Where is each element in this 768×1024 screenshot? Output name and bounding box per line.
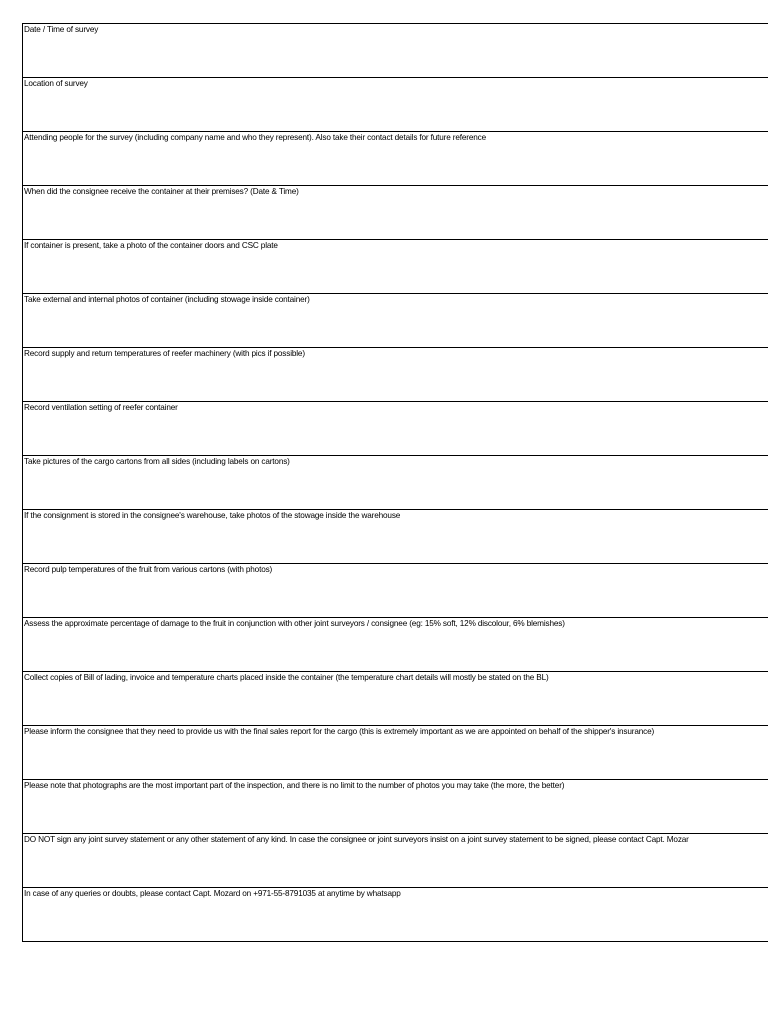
row-label: Assess the approximate percentage of damage to the fruit in conjunction with other joint surveyors / consignee (eg: 15% soft, 12% discolour, 6% blemishes) [24, 619, 565, 628]
checklist-row-location[interactable] [22, 78, 768, 132]
checklist-row-carton-pictures[interactable] [22, 456, 768, 510]
checklist-row-documents[interactable] [22, 672, 768, 726]
row-label: Attending people for the survey (including company name and who they represent). Also take their contact details for future reference [24, 133, 487, 142]
row-label: Please note that photographs are the most important part of the inspection, and there is no limit to the number of photos you may take (the more, the better) [24, 781, 565, 790]
row-label: In case of any queries or doubts, please contact Capt. Mozard on +971-55-8791035 at anytime by whatsapp [24, 889, 401, 898]
checklist-row-damage-assessment[interactable] [22, 618, 768, 672]
row-label: Take pictures of the cargo cartons from all sides (including labels on cartons) [24, 457, 290, 466]
checklist-row-do-not-sign[interactable] [22, 834, 768, 888]
checklist-row-ventilation-setting[interactable] [22, 402, 768, 456]
row-label: When did the consignee receive the container at their premises? (Date & Time) [24, 187, 299, 196]
checklist-row-pulp-temperatures[interactable] [22, 564, 768, 618]
checklist-row-attending-people[interactable] [22, 132, 768, 186]
checklist-row-container-doors-photo[interactable] [22, 240, 768, 294]
survey-checklist-table [22, 23, 768, 942]
checklist-row-warehouse-stowage[interactable] [22, 510, 768, 564]
row-label: DO NOT sign any joint survey statement or any other statement of any kind. In case the consignee or joint surveyors insist on a joint survey statement to be signed, please contact Capt. Mozar [24, 835, 689, 844]
row-label: Record pulp temperatures of the fruit from various cartons (with photos) [24, 565, 273, 574]
row-label: Location of survey [24, 79, 88, 88]
row-label: Please inform the consignee that they need to provide us with the final sales report for the cargo (this is extremely important as we are appointed on behalf of the shipper's insurance) [24, 727, 655, 736]
checklist-row-reefer-temperatures[interactable] [22, 348, 768, 402]
checklist-row-photographs-note[interactable] [22, 780, 768, 834]
checklist-row-container-photos[interactable] [22, 294, 768, 348]
checklist-row-contact[interactable] [22, 888, 768, 942]
row-label: If container is present, take a photo of the container doors and CSC plate [24, 241, 278, 250]
checklist-row-sales-report[interactable] [22, 726, 768, 780]
row-label: If the consignment is stored in the consignee's warehouse, take photos of the stowage inside the warehouse [24, 511, 401, 520]
row-label: Record supply and return temperatures of reefer machinery (with pics if possible) [24, 349, 305, 358]
row-label: Record ventilation setting of reefer container [24, 403, 178, 412]
row-label: Take external and internal photos of container (including stowage inside container) [24, 295, 310, 304]
checklist-row-date-time[interactable] [22, 24, 768, 78]
row-label: Date / Time of survey [24, 25, 99, 34]
checklist-row-container-received[interactable] [22, 186, 768, 240]
row-label: Collect copies of Bill of lading, invoice and temperature charts placed inside the container (the temperature chart details will mostly be stated on the BL) [24, 673, 549, 682]
